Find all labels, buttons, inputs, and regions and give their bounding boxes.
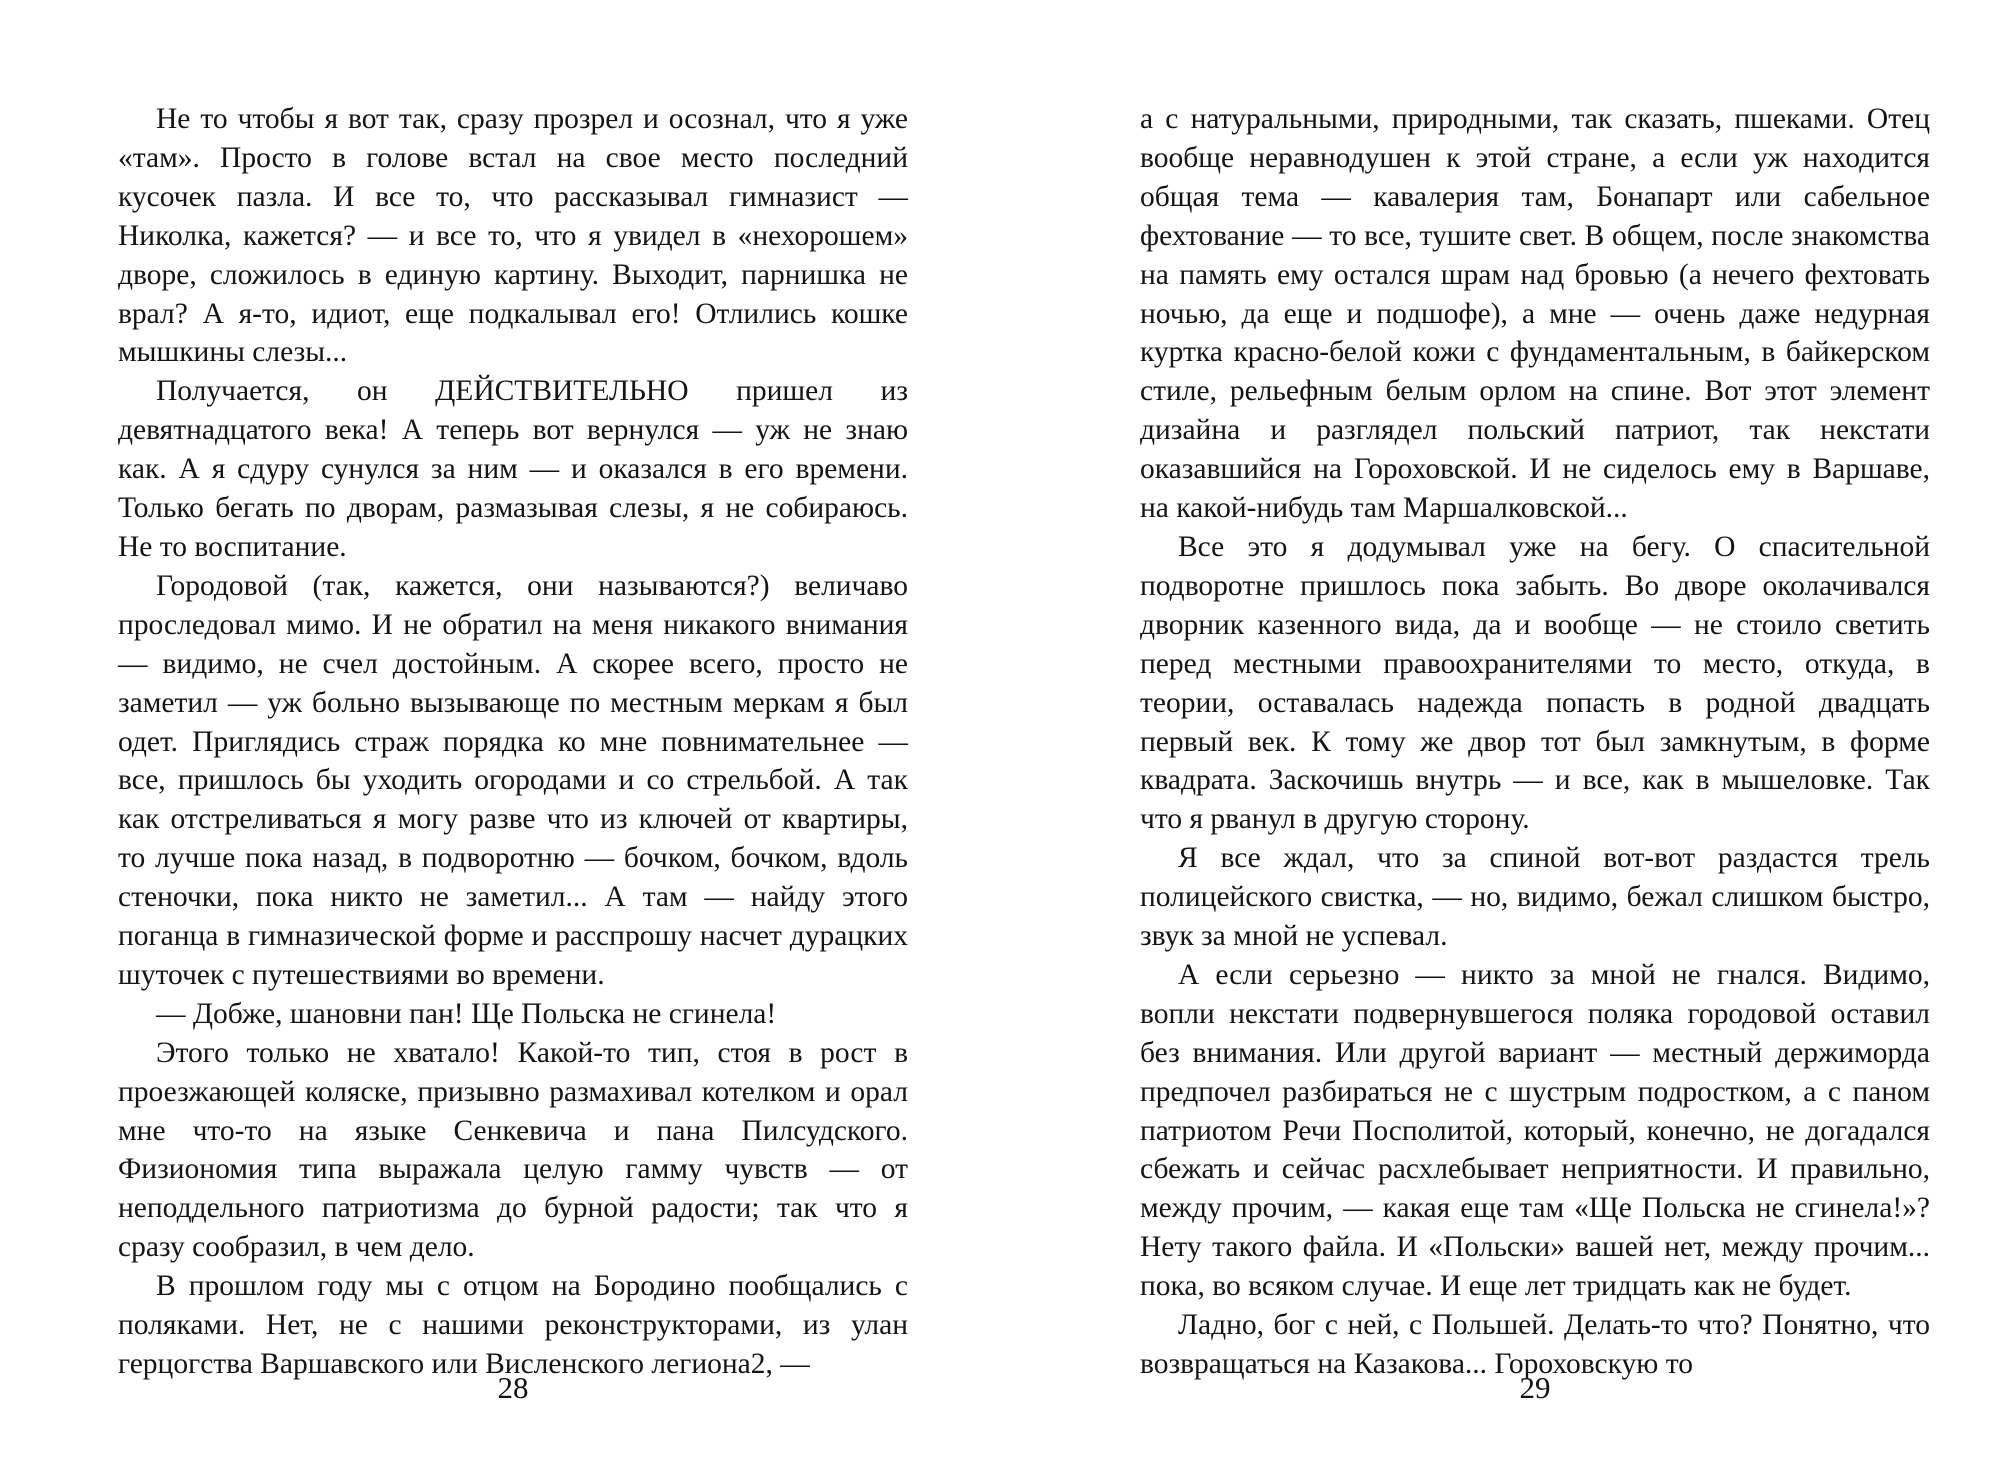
- paragraph: В прошлом году мы с отцом на Бородино пообщались с поляками. Нет, не с нашими реконструкторами, из улан герцогства Варшавского или Висленского легиона2, —: [118, 1270, 908, 1380]
- left-page: [118, 100, 908, 1405]
- paragraph: Городовой (так, кажется, они называются?) величаво проследовал мимо. И не обратил на меня никакого внимания — видимо, не счел достойным. А скорее всего, просто не заметил — уж больно вызывающе по местным меркам я был одет. Приглядись страж порядка ко мне повнимательнее — все, пришлось бы уходить огородами и со стрельбой. А так как отстреливаться я могу разве что из ключей от квартиры, то лучше пока назад, в подворотню — бочком, бочком, вдоль стеночки, пока никто не заметил... А там — найду этого поганца в гимназической форме и расспрошу насчет дурацких шуточек с путешествиями во времени.: [118, 569, 908, 991]
- paragraph: Получается, он ДЕЙСТВИТЕЛЬНО пришел из девятнадцатого века! А теперь вот вернулся — уж не знаю как. А я сдуру сунулся за ним — и оказался в его времени. Только бегать по дворам, размазывая слезы, я не собираюсь. Не то воспитание.: [118, 375, 908, 563]
- page-number-right: 29: [1519, 1370, 1551, 1405]
- left-page-text: [118, 100, 908, 1380]
- paragraph: Этого только не хватало! Какой-то тип, стоя в рост в проезжающей коляске, призывно размахивал котелком и орал мне что-то на языке Сенкевича и пана Пилсудского. Физиономия типа выражала целую гамму чувств — от неподдельного патриотизма до бурной радости; так что я сразу сообразил, в чем дело.: [118, 1036, 908, 1264]
- paragraph: Ладно, бог с ней, с Польшей. Делать-то что? Понятно, что возвращаться на Казакова... Гороховскую то: [1140, 1309, 1930, 1380]
- page-number-left: 28: [497, 1370, 529, 1405]
- right-page: [1140, 100, 1930, 1405]
- right-page-text: [1140, 100, 1930, 1380]
- dialogue-line: — Добже, шановни пан! Ще Польска не сгинела!: [156, 997, 777, 1030]
- paragraph: Не то чтобы я вот так, сразу прозрел и осознал, что я уже «там». Просто в голове встал на свое место последний кусочек пазла. И все то, что рассказывал гимназист — Николка, кажется? — и все то, что я увидел в «нехорошем» дворе, сложилось в единую картину. Выходит, парнишка не врал? А я-то, идиот, еще подкалывал его! Отлились кошке мышкины слезы...: [118, 103, 908, 369]
- paragraph: А если серьезно — никто за мной не гнался. Видимо, вопли некстати подвернувшегося поляка городовой оставил без внимания. Или другой вариант — местный держиморда предпочел разбираться не с шустрым подростком, а с паном патриотом Речи Посполитой, который, конечно, не догадался сбежать и сейчас расхлебывает неприятности. И правильно, между прочим, — какая еще там «Ще Польска не сгинела!»? Нету такого файла. И «Польски» вашей нет, между прочим... пока, во всяком случае. И еще лет тридцать как не будет.: [1140, 958, 1930, 1303]
- paragraph-continuation: а с натуральными, природными, так сказать, пшеками. Отец вообще неравнодушен к этой стране, а если уж находится общая тема — кавалерия там, Бонапарт или сабельное фехтование — то все, тушите свет. В общем, после знакомства на память ему остался шрам над бровью (а нечего фехтовать ночью, да еще и подшофе), а мне — очень даже недурная куртка красно-белой кожи с фундаментальным, в байкерском стиле, рельефным белым орлом на спине. Вот этот элемент дизайна и разглядел польский патриот, так некстати оказавшийся на Гороховской. И не сиделось ему в Варшаве, на какой-нибудь там Маршалковской...: [1140, 103, 1930, 525]
- paragraph: Я все ждал, что за спиной вот-вот раздастся трель полицейского свистка, — но, видимо, бежал слишком быстро, звук за мной не успевал.: [1140, 842, 1930, 953]
- paragraph: Все это я додумывал уже на бегу. О спасительной подворотне пришлось пока забыть. Во дворе околачивался дворник казенного вида, да и вообще — не стоило светить перед местными правоохранителями то место, откуда, в теории, оставалась надежда попасть в родной двадцать первый век. К тому же двор тот был замкнутым, в форме квадрата. Заскочишь внутрь — и все, как в мышеловке. Так что я рванул в другую сторону.: [1140, 530, 1930, 836]
